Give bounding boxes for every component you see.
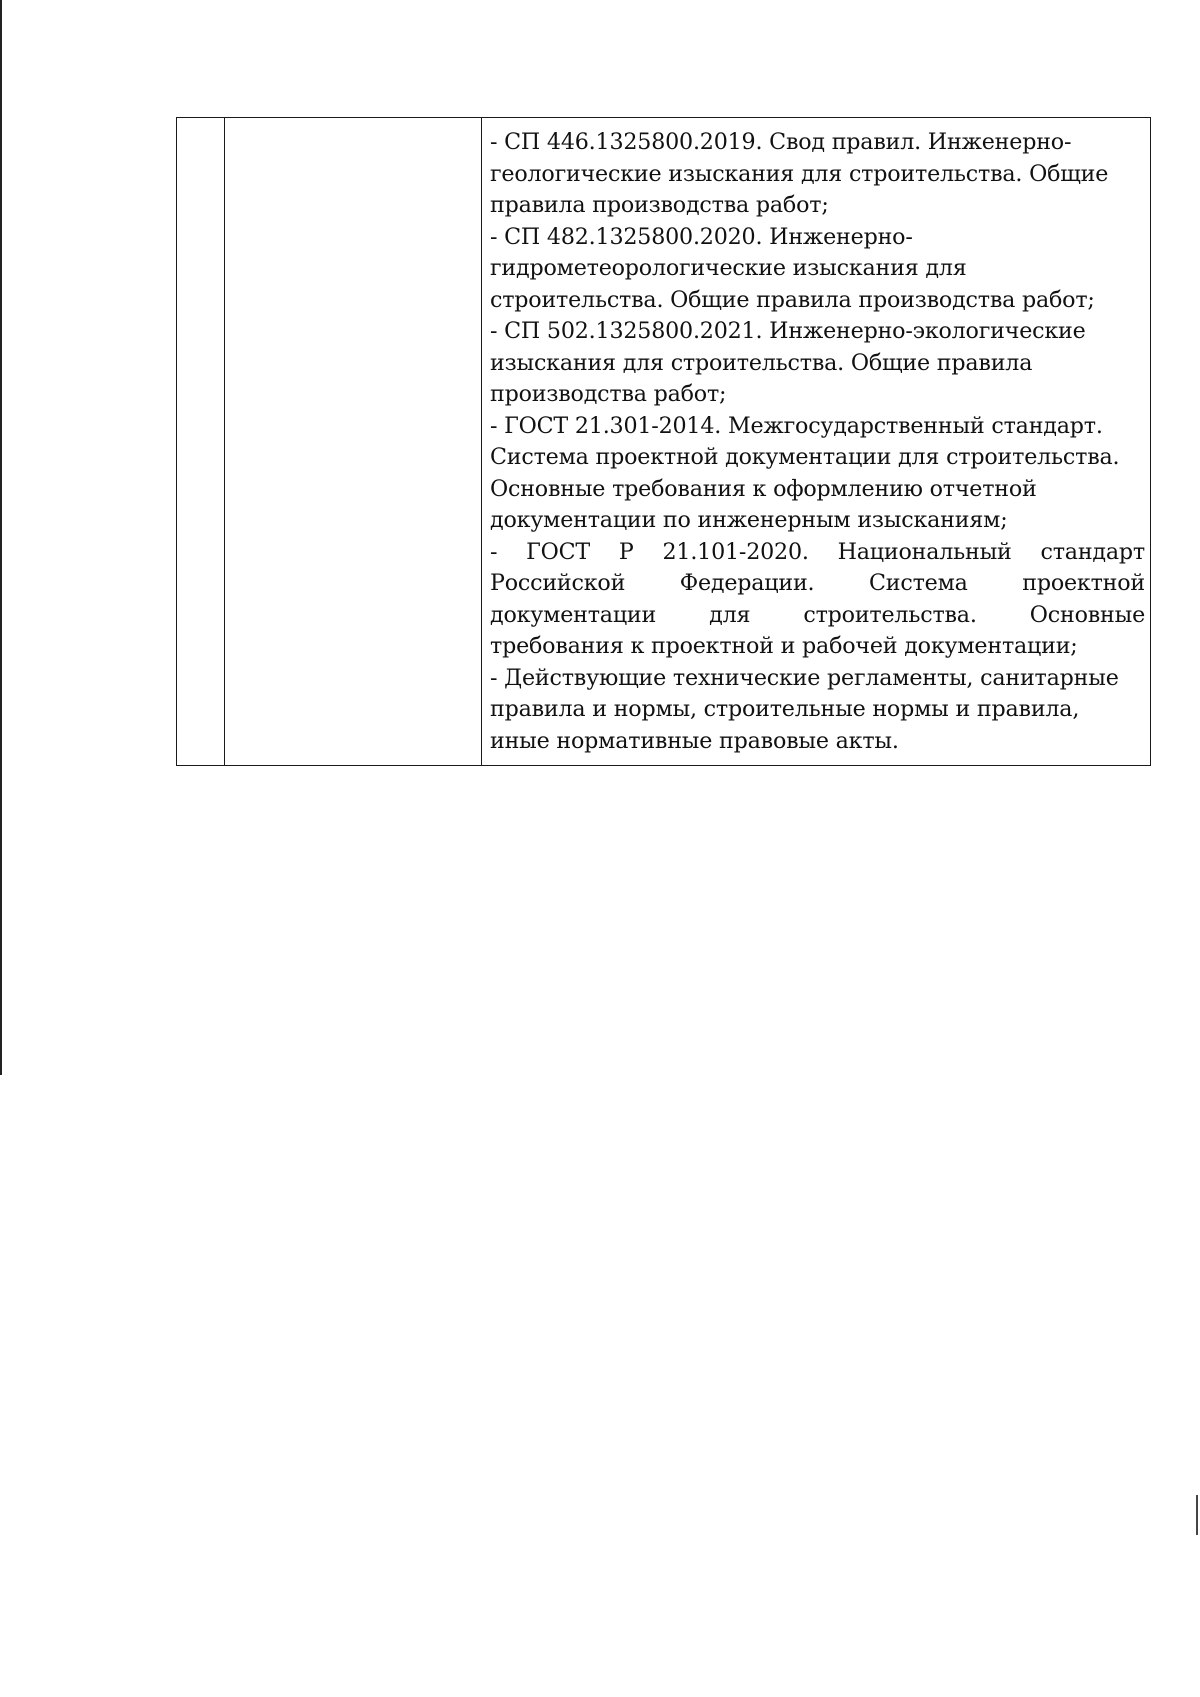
scan-edge-mark [1196,1495,1198,1535]
normative-entry-sp-446: - СП 446.1325800.2019. Свод правил. Инженерно-геологические изыскания для строительства. Общие правила производства работ; [490,129,1109,218]
requirements-table [176,117,1151,766]
normative-entry-regulations: - Действующие технические регламенты, санитарные правила и нормы, строительные нормы и правила, иные нормативные правовые акты. [490,664,1119,754]
normative-entry-sp-502: - СП 502.1325800.2021. Инженерно-экологические изыскания для строительства. Общие правила производства работ; [490,318,1086,407]
name-cell [225,118,482,766]
table-row [177,118,1151,766]
normative-entry-sp-482: - СП 482.1325800.2020. Инженерно-гидрометеорологические изыскания для строительства. Общие правила производства работ; [490,223,1095,313]
normative-entry-gost-21-301: - ГОСТ 21.301-2014. Межгосударственный стандарт. Система проектной документации для строительства. Основные требования к оформлению отчетной документации по инженерным изысканиям; [490,412,1120,533]
normative-documents-cell [482,118,1151,766]
number-cell [177,118,225,766]
normative-entry-gost-r-21-101: - ГОСТ Р 21.101-2020. Национальный стандарт Российской Федерации. Система проектной документации для строительства. Основные требования к проектной и рабочей документации; [490,538,1145,659]
scan-edge-artifact [0,0,2,1075]
